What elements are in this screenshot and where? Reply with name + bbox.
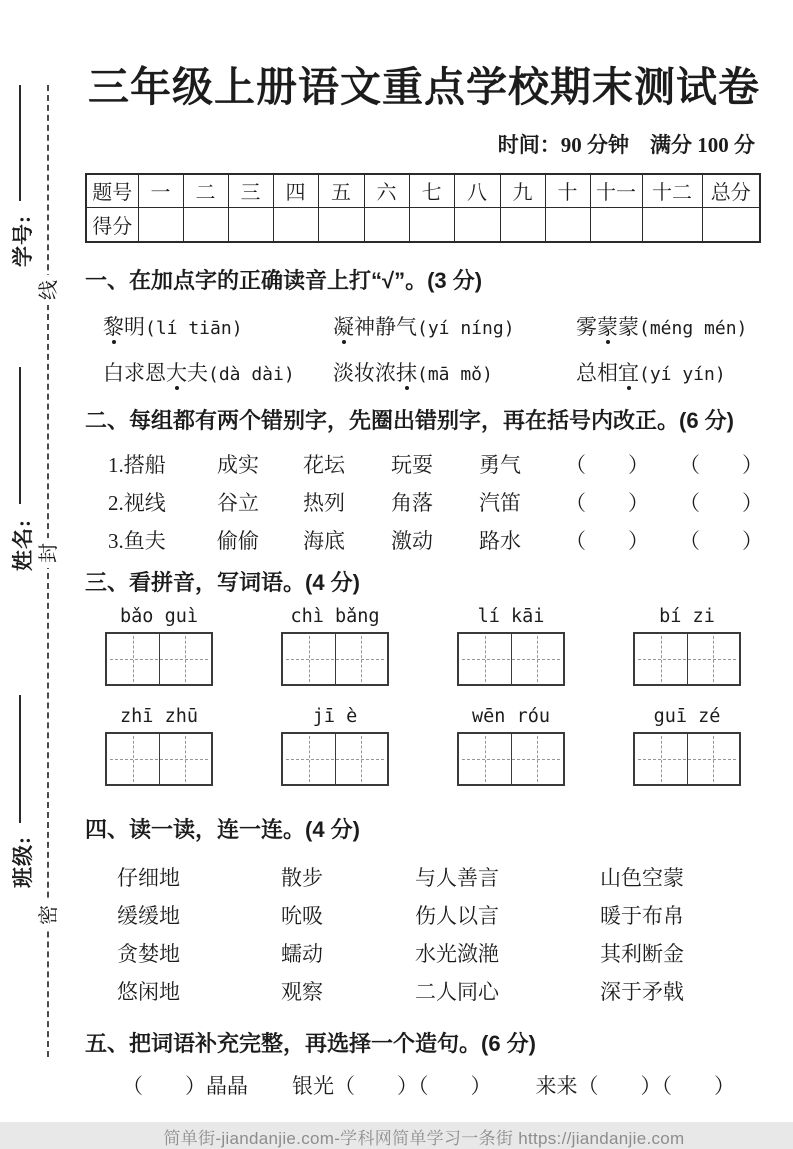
score-col: 八 xyxy=(454,174,500,207)
fill-in-item: 银光（ ）（ ） xyxy=(292,1074,492,1098)
score-col: 七 xyxy=(409,174,454,207)
word-part: 白求恩 xyxy=(103,361,166,385)
match-item: 仔细地 xyxy=(117,866,180,890)
fill-in-item: （ ）晶晶 xyxy=(122,1074,248,1098)
pinyin-write-group xyxy=(105,606,213,686)
pinyin-text: (mā mǒ) xyxy=(417,364,493,385)
score-cell xyxy=(409,207,454,242)
dotted-char: 蒙 xyxy=(597,311,618,341)
section-4-row xyxy=(85,896,763,934)
match-item: 散步 xyxy=(281,866,323,890)
answer-bracket: （ ） xyxy=(679,491,763,515)
tianzige-box xyxy=(105,632,213,686)
word: 海底 xyxy=(303,529,345,553)
word-part: 淡妆浓 xyxy=(333,361,396,385)
pinyin-write-group xyxy=(457,606,565,686)
section-5-heading: 五、把词语补充完整，再选择一个造句。(6 分) xyxy=(85,1031,537,1056)
row-number: 3. xyxy=(108,529,124,553)
match-item: 观察 xyxy=(281,980,323,1004)
match-item: 贪婪地 xyxy=(117,942,180,966)
section-3-heading: 三、看拼音，写词语。(4 分) xyxy=(85,570,361,595)
answer-bracket: （ ） xyxy=(565,453,649,477)
tianzige-cell xyxy=(635,734,687,784)
tianzige-cell xyxy=(511,634,564,684)
score-col: 二 xyxy=(183,174,228,207)
seal-char-xian: 线 xyxy=(35,275,63,305)
match-item: 暖于布帛 xyxy=(600,904,684,928)
name-label: 姓名: xyxy=(11,519,35,571)
answer-bracket: （ ） xyxy=(565,491,649,515)
tianzige-cell xyxy=(459,734,511,784)
section-4-row xyxy=(85,934,763,972)
seal-char-feng: 封 xyxy=(35,538,63,568)
word-part: 夫 xyxy=(187,361,208,385)
pinyin-write-group xyxy=(105,706,213,786)
answer-bracket: （ ） xyxy=(679,453,763,477)
pinyin-write-group xyxy=(457,706,565,786)
pinyin-label: jī è xyxy=(312,706,358,727)
pinyin-label: wēn róu xyxy=(472,706,550,727)
word-item xyxy=(333,311,576,341)
word: 搭船 xyxy=(123,453,166,477)
tianzige-box xyxy=(105,732,213,786)
exam-content xyxy=(85,0,763,1149)
section-1-row xyxy=(85,303,763,349)
pinyin-label: bǎo guì xyxy=(120,606,198,627)
pinyin-text: (yí níng) xyxy=(417,318,515,339)
word-part: 明 xyxy=(124,315,145,339)
word-item xyxy=(333,357,576,387)
exam-meta: 时间：90 分钟 满分 100 分 xyxy=(497,133,755,157)
word: 勇气 xyxy=(479,453,521,477)
score-col: 十二 xyxy=(642,174,702,207)
word-item xyxy=(103,311,333,341)
pinyin-text: (méng mén) xyxy=(639,318,748,339)
word: 路水 xyxy=(479,529,521,553)
word-item xyxy=(576,357,763,387)
word: 鱼夫 xyxy=(123,529,166,553)
section-2-row xyxy=(85,521,763,559)
tianzige-cell xyxy=(283,634,335,684)
word-part: 蒙 xyxy=(618,315,639,339)
word: 汽笛 xyxy=(479,491,521,515)
match-item: 其利断金 xyxy=(600,942,684,966)
score-col: 十 xyxy=(545,174,590,207)
score-cell xyxy=(454,207,500,242)
section-2-heading: 二、每组都有两个错别字，先圈出错别字，再在括号内改正。(6 分) xyxy=(85,408,735,433)
score-col: 九 xyxy=(500,174,545,207)
tianzige-cell xyxy=(159,734,212,784)
tianzige-box xyxy=(633,632,741,686)
tianzige-cell xyxy=(159,634,212,684)
score-col: 三 xyxy=(228,174,273,207)
answer-bracket: （ ） xyxy=(565,529,649,553)
dotted-char: 宜 xyxy=(618,357,639,387)
section-3-body xyxy=(85,606,763,786)
match-item: 缓缓地 xyxy=(117,904,180,928)
pinyin-text: (yí yín) xyxy=(639,364,726,385)
pinyin-label: guī zé xyxy=(653,706,721,727)
pinyin-label: zhī zhū xyxy=(120,706,198,727)
pinyin-label: bí zi xyxy=(659,606,715,627)
tianzige-cell xyxy=(687,634,740,684)
match-item: 水光潋滟 xyxy=(415,942,499,966)
word: 热列 xyxy=(303,491,345,515)
tianzige-cell xyxy=(335,734,388,784)
tianzige-box xyxy=(281,732,389,786)
score-col: 一 xyxy=(138,174,183,207)
section-4-heading: 四、读一读，连一连。(4 分) xyxy=(85,817,361,842)
score-col: 五 xyxy=(318,174,364,207)
fill-in-item: 来来（ ）（ ） xyxy=(535,1074,735,1098)
dotted-char: 凝 xyxy=(333,311,354,341)
tianzige-cell xyxy=(283,734,335,784)
word: 谷立 xyxy=(217,491,259,515)
score-table xyxy=(85,173,761,243)
match-item: 深于矛戟 xyxy=(600,980,684,1004)
tianzige-cell xyxy=(107,634,159,684)
score-cell xyxy=(273,207,318,242)
row-words xyxy=(108,487,217,517)
word: 玩耍 xyxy=(391,453,433,477)
match-item: 二人同心 xyxy=(415,980,499,1004)
tianzige-cell xyxy=(511,734,564,784)
row-words xyxy=(108,525,217,555)
section-1-row xyxy=(85,349,763,395)
score-row-label: 得分 xyxy=(86,207,138,242)
word: 偷偷 xyxy=(217,529,259,553)
class-blank-line xyxy=(19,695,21,823)
score-table-score-row xyxy=(86,207,760,242)
section-2-row xyxy=(85,483,763,521)
score-col: 十一 xyxy=(590,174,642,207)
row-words xyxy=(108,449,217,479)
score-cell xyxy=(500,207,545,242)
student-id-blank-line xyxy=(19,85,21,201)
section-4-body xyxy=(85,858,763,1010)
tianzige-cell xyxy=(335,634,388,684)
dotted-char: 黎 xyxy=(103,311,124,341)
seal-char-mi: 密 xyxy=(35,900,63,930)
word-item xyxy=(576,311,763,341)
score-cell xyxy=(183,207,228,242)
tianzige-box xyxy=(281,632,389,686)
row-number: 1. xyxy=(108,453,124,477)
tianzige-cell xyxy=(687,734,740,784)
match-item: 伤人以言 xyxy=(415,904,499,928)
tianzige-box xyxy=(457,732,565,786)
pinyin-text: (lí tiān) xyxy=(145,318,243,339)
student-id-label: 学号: xyxy=(11,215,35,267)
section-5-body xyxy=(85,1070,763,1100)
section-4-row xyxy=(85,972,763,1010)
match-item: 吮吸 xyxy=(281,904,323,928)
score-col-total: 总分 xyxy=(702,174,760,207)
section-4-row xyxy=(85,858,763,896)
word: 视线 xyxy=(123,491,166,515)
class-label: 班级: xyxy=(11,836,35,888)
pinyin-write-group xyxy=(281,706,389,786)
score-cell xyxy=(364,207,409,242)
section-1-body xyxy=(85,303,763,395)
pinyin-write-group xyxy=(633,606,741,686)
tianzige-cell xyxy=(107,734,159,784)
tianzige-box xyxy=(633,732,741,786)
score-cell xyxy=(545,207,590,242)
word: 成实 xyxy=(217,453,259,477)
word: 激动 xyxy=(391,529,433,553)
score-cell xyxy=(138,207,183,242)
footer-credit: 简单街-jiandanjie.com-学科网简单学习一条街 https://jiandanjie.com xyxy=(163,1129,685,1148)
match-item: 与人善言 xyxy=(415,866,499,890)
score-cell xyxy=(590,207,642,242)
section-2-row xyxy=(85,445,763,483)
tianzige-box xyxy=(457,632,565,686)
answer-bracket: （ ） xyxy=(679,529,763,553)
pinyin-label: lí kāi xyxy=(477,606,545,627)
score-col: 四 xyxy=(273,174,318,207)
score-cell xyxy=(702,207,760,242)
section-1-heading: 一、在加点字的正确读音上打“√”。(3 分) xyxy=(85,268,483,293)
score-cell xyxy=(318,207,364,242)
score-table-header-label: 题号 xyxy=(86,174,138,207)
word-part: 神静气 xyxy=(354,315,417,339)
score-col: 六 xyxy=(364,174,409,207)
match-item: 悠闲地 xyxy=(117,980,180,1004)
word: 角落 xyxy=(391,491,433,515)
dotted-char: 大 xyxy=(166,357,187,387)
section-3-row xyxy=(85,706,763,786)
match-item: 蠕动 xyxy=(281,942,323,966)
tianzige-cell xyxy=(459,634,511,684)
name-blank-line xyxy=(19,367,21,504)
section-3-row xyxy=(85,606,763,686)
section-2-body xyxy=(85,445,763,559)
row-number: 2. xyxy=(108,491,124,515)
dotted-char: 抹 xyxy=(396,357,417,387)
word: 花坛 xyxy=(303,453,345,477)
pinyin-label: chì bǎng xyxy=(290,606,380,627)
match-item: 山色空蒙 xyxy=(600,866,684,890)
word-item xyxy=(103,357,333,387)
tianzige-cell xyxy=(635,634,687,684)
score-cell xyxy=(642,207,702,242)
page-title: 三年级上册语文重点学校期末测试卷 xyxy=(88,64,760,110)
word-part: 雾 xyxy=(576,315,597,339)
pinyin-text: (dà dài) xyxy=(208,364,295,385)
pinyin-write-group xyxy=(633,706,741,786)
pinyin-write-group xyxy=(281,606,389,686)
score-cell xyxy=(228,207,273,242)
word-part: 总相 xyxy=(576,361,618,385)
score-table-header-row xyxy=(86,174,760,207)
